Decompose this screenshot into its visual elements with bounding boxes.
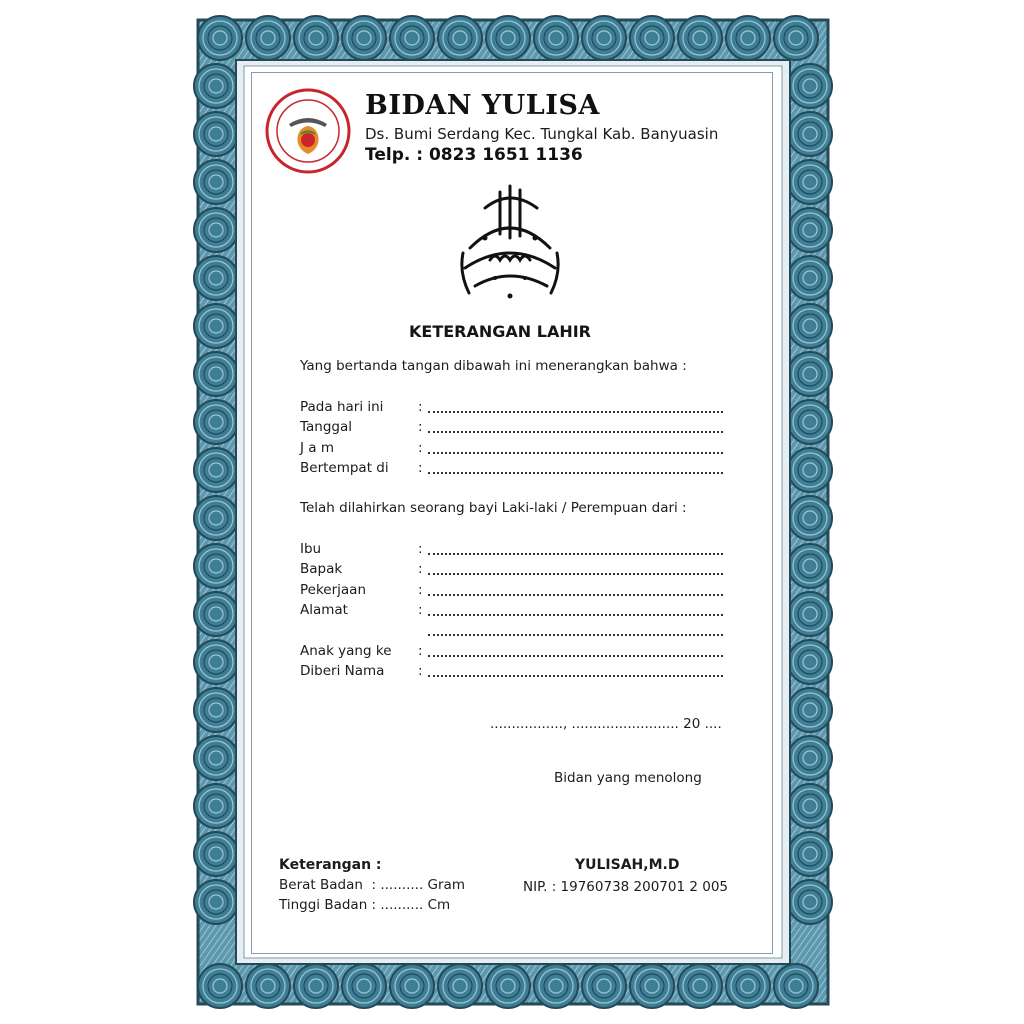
field-label: Alamat: [300, 601, 348, 618]
field-blank[interactable]: [428, 663, 723, 680]
field-blank[interactable]: [428, 561, 723, 578]
field-label: Anak yang ke: [300, 642, 392, 659]
field-blank[interactable]: [428, 399, 723, 416]
field-colon: :: [418, 601, 423, 618]
signer-nip: NIP. : 19760738 200701 2 005: [523, 879, 729, 895]
field-label: Bapak: [300, 561, 343, 578]
field-colon: :: [418, 439, 423, 456]
field-colon: :: [418, 642, 423, 659]
field-colon: :: [418, 561, 423, 578]
field-colon: :: [418, 581, 423, 598]
field-label: Ibu: [300, 541, 322, 557]
field-label: Pada hari ini: [300, 399, 384, 415]
midwife-label: Bidan yang menolong: [554, 770, 702, 786]
clinic-address: Ds. Bumi Serdang Kec. Tungkal Kab. Banyuasin: [365, 125, 719, 143]
field-blank[interactable]: [428, 643, 723, 660]
field-blank[interactable]: [428, 541, 723, 558]
clinic-phone: Telp. : 0823 1651 1136: [365, 145, 583, 165]
field-blank[interactable]: [428, 582, 723, 599]
field-blank[interactable]: [428, 622, 723, 639]
field-colon: :: [418, 419, 423, 436]
field-colon: :: [418, 662, 423, 679]
field-colon: :: [418, 541, 423, 557]
field-colon: :: [418, 399, 423, 415]
intro-text: Yang bertanda tangan dibawah ini menerangkan bahwa :: [300, 358, 687, 374]
field-blank[interactable]: [428, 460, 723, 477]
height-line: Tinggi Badan : .......... Cm: [279, 897, 451, 913]
field-blank[interactable]: [428, 602, 723, 619]
document-title: KETERANGAN LAHIR: [409, 322, 591, 341]
weight-line: Berat Badan : .......... Gram: [279, 877, 465, 893]
field-label: Pekerjaan: [300, 581, 367, 598]
field-label: J a m: [300, 439, 334, 456]
field-label: Tanggal: [300, 419, 353, 436]
date-line: ................., ......................... 20 ....: [490, 716, 722, 732]
bismillah-calligraphy: [455, 178, 565, 303]
field-colon: :: [418, 459, 423, 476]
clinic-name: BIDAN YULISA: [365, 90, 600, 121]
signer-name: YULISAH,M.D: [575, 857, 680, 873]
field-blank[interactable]: [428, 440, 723, 457]
field-label: Diberi Nama: [300, 662, 385, 679]
field-label: Bertempat di: [300, 459, 389, 476]
birth-statement: Telah dilahirkan seorang bayi Laki-laki / Perempuan dari :: [300, 500, 687, 516]
notes-title: Keterangan :: [279, 857, 382, 873]
field-blank[interactable]: [428, 419, 723, 436]
ibi-logo: [265, 88, 351, 174]
